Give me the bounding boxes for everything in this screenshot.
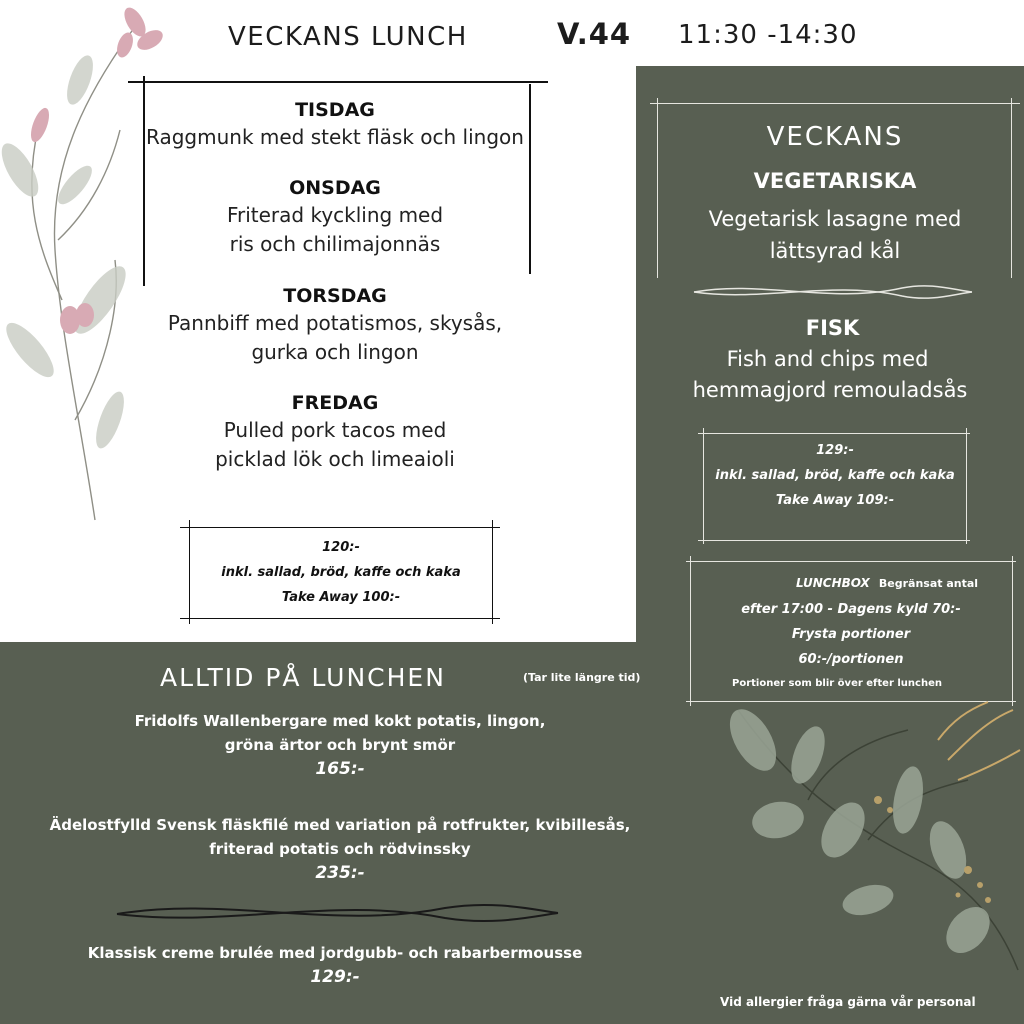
- vegetarian-dish-line: Vegetarisk lasagne med: [708, 207, 962, 231]
- always-item: [60, 709, 620, 781]
- always-item-price: 129:-: [310, 967, 360, 987]
- day-tisdag: [140, 97, 530, 152]
- day-dish-line: gurka och lingon: [251, 340, 419, 364]
- weekly-price-frame-top: [698, 433, 970, 434]
- price-frame-right: [492, 520, 493, 624]
- day-name: TORSDAG: [283, 285, 387, 307]
- divider-swirl-icon: [692, 282, 974, 302]
- weekly-price-box: [704, 438, 966, 513]
- always-item-line: gröna ärtor och brynt smör: [224, 736, 456, 754]
- daily-price-includes: inkl. sallad, bröd, kaffe och kaka: [221, 565, 461, 580]
- day-name: TISDAG: [295, 99, 375, 121]
- lunchbox-limited: Begränsat antal: [878, 577, 979, 590]
- day-dish-line: Pannbiff med potatismos, skysås,: [167, 311, 503, 335]
- day-dish-line: picklad lök och limeaioli: [215, 447, 455, 471]
- weekly-price-includes: inkl. sallad, bröd, kaffe och kaka: [715, 468, 955, 483]
- week-number: V.44: [557, 17, 632, 51]
- weekly-price: 129:-: [816, 443, 854, 458]
- always-item-line: Fridolfs Wallenbergare med kokt potatis, lingon,: [134, 712, 546, 730]
- lunchbox-line: efter 17:00 - Dagens kyld 70:-: [741, 602, 961, 617]
- weekly-price-frame-right: [966, 428, 967, 544]
- day-name: FREDAG: [291, 392, 379, 414]
- day-dish-line: Pulled pork tacos med: [223, 418, 447, 442]
- frame-top-line: [128, 81, 548, 83]
- page-title: VECKANS LUNCH: [228, 22, 468, 52]
- weekly-price-frame-bottom: [698, 540, 970, 541]
- always-item-line: Ädelostfylld Svensk fläskfilé med variation på rotfrukter, kvibillesås,: [49, 816, 631, 834]
- lunchbox-details: [691, 597, 1011, 672]
- always-item-price: 165:-: [315, 759, 365, 779]
- lunchbox-frame-right: [1012, 556, 1013, 706]
- lunchbox-title-row: [796, 572, 978, 591]
- allergy-footer: Vid allergier fråga gärna vår personal: [720, 995, 976, 1009]
- daily-price: 120:-: [322, 540, 360, 555]
- weekly-heading: VECKANS: [766, 122, 904, 152]
- fish-label: FISK: [805, 316, 860, 340]
- day-dish-line: ris och chilimajonnäs: [229, 232, 441, 256]
- daily-price-box: [190, 535, 492, 610]
- fish-dish-line: Fish and chips med: [726, 347, 929, 371]
- day-torsdag: [140, 283, 530, 367]
- vegetarian-label: VEGETARISKA: [753, 169, 917, 193]
- lunchbox-line: Frysta portioner: [791, 627, 911, 642]
- lunchbox-frame-top: [686, 561, 1016, 562]
- day-dish-line: Raggmunk med stekt fläsk och lingon: [146, 125, 524, 149]
- leaves-decoration-icon: [668, 700, 1024, 990]
- right-frame-top: [650, 103, 1020, 104]
- day-dish-line: Friterad kyckling med: [226, 203, 444, 227]
- price-frame-bottom: [180, 618, 500, 619]
- always-item: [30, 941, 640, 989]
- price-frame-top: [180, 527, 500, 528]
- always-note: (Tar lite längre tid): [523, 671, 641, 684]
- bottom-divider-swirl-icon: [115, 900, 560, 926]
- always-title: ALLTID PÅ LUNCHEN: [160, 663, 446, 692]
- vegetarian-dish-line: lättsyrad kål: [769, 239, 901, 263]
- lunchbox-note: Portioner som blir över efter lunchen: [732, 678, 942, 689]
- weekly-takeaway-price: Take Away 109:-: [775, 493, 895, 508]
- daily-takeaway-price: Take Away 100:-: [281, 590, 401, 605]
- day-onsdag: [140, 175, 530, 259]
- opening-hours: 11:30 -14:30: [678, 20, 858, 50]
- always-item-line: Klassisk creme brulée med jordgubb- och rabarbermousse: [87, 944, 583, 962]
- day-fredag: [140, 390, 530, 474]
- always-item: [0, 813, 680, 885]
- day-name: ONSDAG: [289, 177, 381, 199]
- always-item-line: friterad potatis och rödvinssky: [209, 840, 471, 858]
- fish-dish-line: hemmagjord remouladsås: [692, 378, 968, 402]
- lunchbox-title: LUNCHBOX: [796, 576, 870, 590]
- lunchbox-line: 60:-/portionen: [798, 652, 904, 667]
- always-item-price: 235:-: [315, 863, 365, 883]
